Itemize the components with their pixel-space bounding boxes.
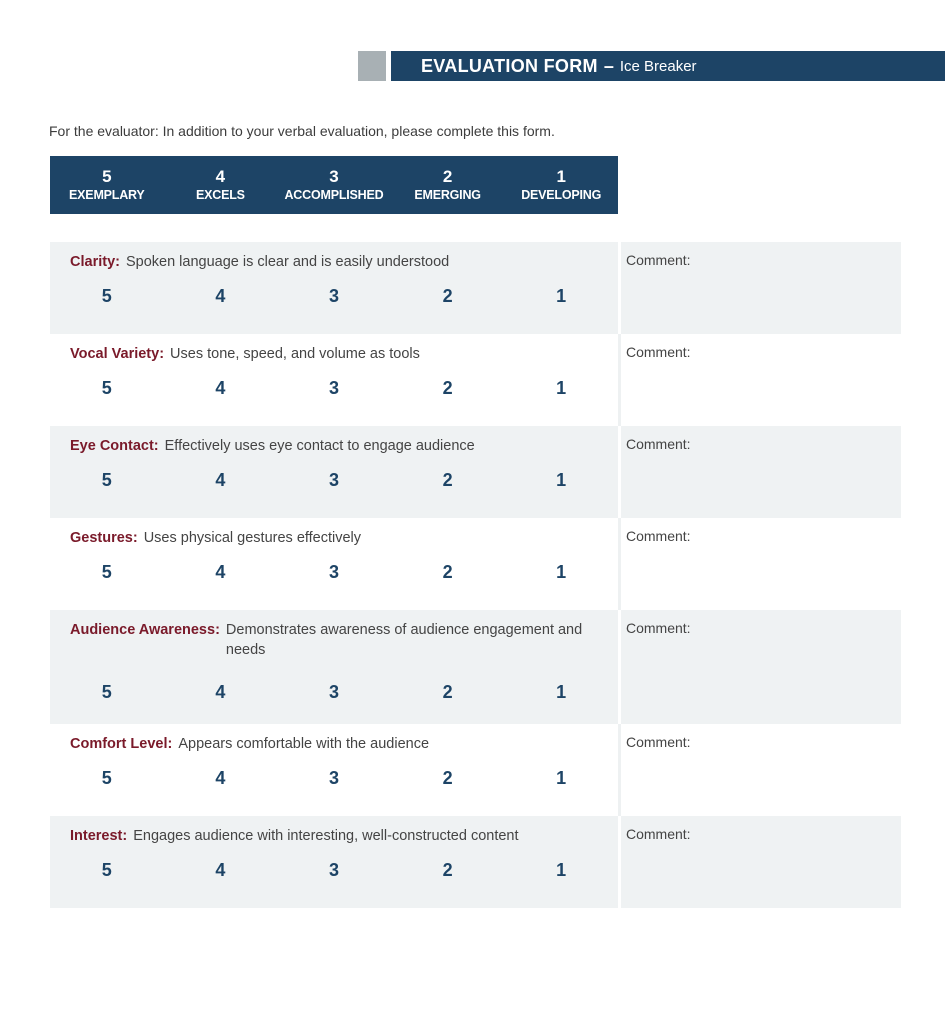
criterion-description: Spoken language is clear and is easily understood (125, 254, 450, 270)
score-option[interactable]: 2 (442, 562, 453, 582)
score-option[interactable]: 4 (215, 682, 226, 702)
score-option[interactable]: 3 (328, 286, 339, 306)
criterion-row (50, 724, 901, 816)
score-option[interactable]: 5 (101, 860, 112, 880)
score-option[interactable]: 1 (556, 768, 567, 788)
score-option[interactable]: 2 (442, 682, 453, 702)
criterion-description: Effectively uses eye contact to engage audience (164, 438, 475, 454)
score-option[interactable]: 1 (556, 860, 567, 880)
criterion-cell (50, 816, 618, 908)
score-option[interactable]: 3 (328, 562, 339, 582)
score-option[interactable]: 2 (442, 286, 453, 306)
score-option[interactable]: 2 (442, 768, 453, 788)
criterion-name: Clarity: (70, 254, 120, 270)
comment-label: Comment: (626, 252, 691, 268)
scale-label: DEVELOPING (521, 188, 602, 202)
criterion-cell (50, 334, 618, 426)
criterion-row (50, 334, 901, 426)
comment-label: Comment: (626, 528, 691, 544)
title-accent-block (358, 51, 386, 81)
score-option[interactable]: 4 (215, 768, 226, 788)
criterion-description: Engages audience with interesting, well-constructed content (133, 828, 519, 844)
criterion-cell (50, 724, 618, 816)
comment-label: Comment: (626, 620, 691, 636)
criterion-heading (70, 436, 618, 456)
score-option[interactable]: 5 (101, 470, 112, 490)
score-option[interactable]: 3 (328, 378, 339, 398)
score-options (50, 682, 618, 703)
score-option[interactable]: 3 (328, 682, 339, 702)
score-option[interactable]: 1 (556, 682, 567, 702)
criterion-row (50, 816, 901, 908)
comment-field[interactable] (621, 816, 901, 908)
scale-item (391, 156, 505, 214)
scale-label: ACCOMPLISHED (284, 188, 384, 202)
criterion-heading (70, 252, 618, 272)
criterion-row (50, 518, 901, 610)
scale-item (277, 156, 391, 214)
scale-item (164, 156, 278, 214)
comment-label: Comment: (626, 826, 691, 842)
criterion-heading (70, 826, 618, 846)
score-option[interactable]: 4 (215, 562, 226, 582)
title-bar (391, 51, 945, 81)
criterion-cell (50, 610, 618, 724)
score-option[interactable]: 3 (328, 470, 339, 490)
criterion-description: Uses tone, speed, and volume as tools (170, 346, 420, 362)
score-options (50, 470, 618, 491)
scale-value: 1 (556, 167, 566, 186)
comment-field[interactable] (621, 610, 901, 724)
score-option[interactable]: 5 (101, 378, 112, 398)
criterion-row (50, 242, 901, 334)
score-option[interactable]: 1 (556, 562, 567, 582)
page-title: EVALUATION FORM (421, 55, 598, 76)
title-dash: – (603, 55, 614, 76)
criterion-heading (70, 528, 618, 548)
criterion-row (50, 426, 901, 518)
score-option[interactable]: 2 (442, 470, 453, 490)
score-option[interactable]: 4 (215, 286, 226, 306)
scale-value: 2 (442, 167, 453, 186)
criterion-description: Demonstrates awareness of audience engagement and needs (225, 622, 583, 658)
page-subtitle: Ice Breaker (619, 57, 697, 75)
comment-field[interactable] (621, 724, 901, 816)
score-option[interactable]: 5 (101, 562, 112, 582)
scale-label: EMERGING (414, 188, 481, 202)
scale-value: 5 (102, 167, 112, 186)
score-options (50, 378, 618, 399)
score-option[interactable]: 3 (328, 860, 339, 880)
scale-value: 3 (329, 167, 339, 186)
scale-item (50, 156, 164, 214)
criterion-name: Comfort Level: (70, 736, 173, 752)
score-options (50, 860, 618, 881)
comment-field[interactable] (621, 334, 901, 426)
score-option[interactable]: 2 (442, 860, 453, 880)
criteria-table (50, 242, 901, 908)
criterion-description: Uses physical gestures effectively (143, 530, 362, 546)
criterion-heading (70, 344, 618, 364)
score-option[interactable]: 4 (215, 860, 226, 880)
criterion-name: Interest: (70, 828, 128, 844)
criterion-row (50, 610, 901, 724)
scale-label: EXEMPLARY (69, 188, 145, 202)
comment-field[interactable] (621, 242, 901, 334)
criterion-cell (50, 242, 618, 334)
score-options (50, 286, 618, 307)
scale-label: EXCELS (195, 188, 245, 202)
scale-value: 4 (215, 167, 226, 186)
score-option[interactable]: 1 (556, 470, 567, 490)
criterion-name: Gestures: (70, 530, 138, 546)
criterion-heading (70, 734, 618, 754)
score-option[interactable]: 5 (101, 682, 112, 702)
comment-label: Comment: (626, 344, 691, 360)
scale-item (504, 156, 618, 214)
criterion-cell (50, 426, 618, 518)
comment-field[interactable] (621, 518, 901, 610)
criterion-name: Vocal Variety: (70, 346, 165, 362)
criterion-name: Audience Awareness: (70, 622, 220, 638)
scale-header (50, 156, 618, 214)
score-option[interactable]: 1 (556, 286, 567, 306)
criterion-heading (70, 620, 618, 660)
score-options (50, 562, 618, 583)
comment-field[interactable] (621, 426, 901, 518)
score-option[interactable]: 3 (328, 768, 339, 788)
score-options (50, 768, 618, 789)
criterion-description: Appears comfortable with the audience (178, 736, 430, 752)
score-option[interactable]: 1 (556, 378, 567, 398)
score-option[interactable]: 5 (101, 768, 112, 788)
instructions-text: For the evaluator: In addition to your verbal evaluation, please complete this form. (49, 123, 555, 139)
comment-label: Comment: (626, 734, 691, 750)
score-option[interactable]: 4 (215, 470, 226, 490)
criterion-name: Eye Contact: (70, 438, 159, 454)
comment-label: Comment: (626, 436, 691, 452)
score-option[interactable]: 5 (101, 286, 112, 306)
score-option[interactable]: 4 (215, 378, 226, 398)
score-option[interactable]: 2 (442, 378, 453, 398)
criterion-cell (50, 518, 618, 610)
